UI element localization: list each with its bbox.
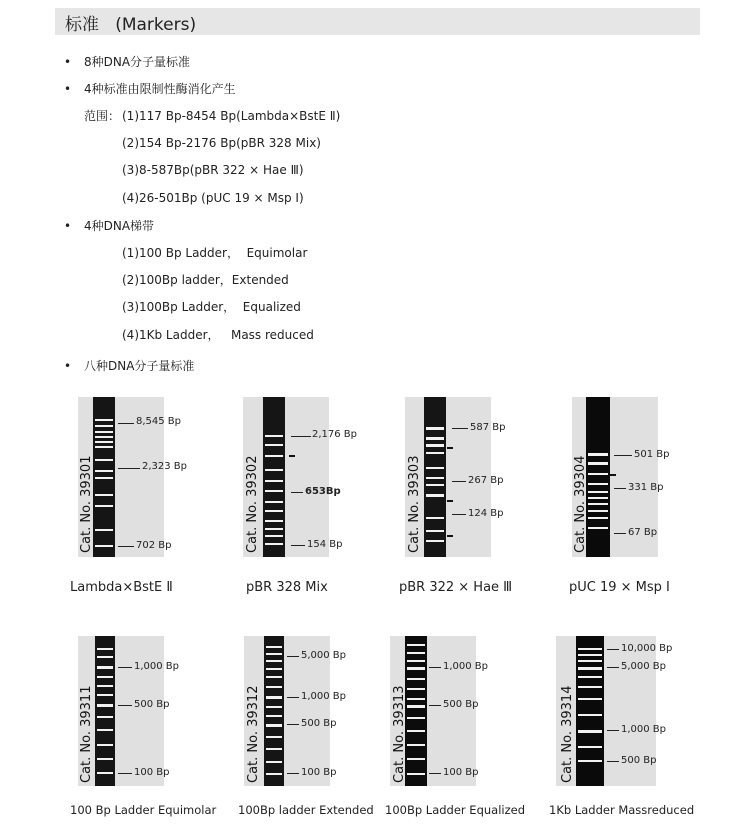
marker-label: 500 Bp xyxy=(621,755,657,766)
marker-label: 2,176 Bp xyxy=(312,429,358,440)
gel-caption: Lambda×BstE Ⅱ xyxy=(70,580,173,595)
marker-line xyxy=(287,724,299,725)
marker-label: 154 Bp xyxy=(307,539,343,550)
marker-line xyxy=(429,667,441,668)
range-item-4: (4)26-501Bp (pUC 19 × Msp Ⅰ) xyxy=(122,191,304,205)
marker-line xyxy=(614,533,626,534)
marker-line xyxy=(429,705,441,706)
bullet-item-1: 8种DNA分子量标准 xyxy=(84,55,191,69)
marker-line xyxy=(118,468,140,469)
gel-lane xyxy=(263,397,285,557)
range-item-2: (2)154 Bp-2176 Bp(pBR 328 Mix) xyxy=(122,136,321,150)
range-label: 范围： xyxy=(84,109,121,123)
marker-line xyxy=(118,546,134,547)
marker-line xyxy=(607,730,619,731)
bullet-dot: • xyxy=(64,219,72,233)
marker-label: 500 Bp xyxy=(443,699,479,710)
gel-lane xyxy=(95,636,115,786)
marker-line xyxy=(452,514,466,515)
range-item-1: (1)117 Bp-8454 Bp(Lambda×BstE Ⅱ) xyxy=(122,109,341,123)
gel-caption: pUC 19 × Msp Ⅰ xyxy=(569,580,670,595)
cat-number: Cat. No. 39303 xyxy=(407,455,422,553)
marker-label: 5,000 Bp xyxy=(621,661,667,672)
ladder-item-4: (4)1Kb Ladder， Mass reduced xyxy=(122,328,314,342)
bullet-item-4: 八种DNA分子量标准 xyxy=(84,359,195,373)
marker-label: 267 Bp xyxy=(468,475,504,486)
tick-mark xyxy=(447,535,453,537)
marker-label: 1,000 Bp xyxy=(301,691,347,702)
marker-label: 653Bp xyxy=(305,486,341,497)
marker-line xyxy=(452,481,466,482)
marker-line xyxy=(118,773,132,774)
marker-line xyxy=(607,649,619,650)
gel-caption: pBR 328 Mix xyxy=(246,580,328,595)
marker-line xyxy=(291,492,303,493)
tick-mark xyxy=(447,500,453,502)
section-header xyxy=(55,8,700,35)
ladder-item-2: (2)100Bp ladder，Extended xyxy=(122,273,289,287)
marker-label: 331 Bp xyxy=(628,482,664,493)
marker-label: 702 Bp xyxy=(136,540,172,551)
bullet-item-2: 4种标准由限制性酶消化产生 xyxy=(84,82,236,96)
tick-mark xyxy=(289,455,295,457)
cat-number: Cat. No. 39313 xyxy=(392,685,407,783)
tick-mark xyxy=(610,474,616,476)
marker-label: 500 Bp xyxy=(301,718,337,729)
gel-caption: 100 Bp Ladder Equimolar xyxy=(70,803,217,817)
marker-label: 1,000 Bp xyxy=(134,661,180,672)
marker-label: 100 Bp xyxy=(301,767,337,778)
gel-caption: pBR 322 × Hae Ⅲ xyxy=(399,580,513,595)
marker-line xyxy=(291,545,305,546)
bullet-dot: • xyxy=(64,82,72,96)
gel-lane xyxy=(264,636,284,786)
cat-number: Cat. No. 39302 xyxy=(245,455,260,553)
marker-line xyxy=(291,436,311,437)
ladder-item-3: (3)100Bp Ladder， Equalized xyxy=(122,300,301,314)
cat-number: Cat. No. 39311 xyxy=(79,685,94,783)
marker-label: 8,545 Bp xyxy=(136,416,182,427)
gel-lane xyxy=(405,636,427,786)
gel-caption: 100Bp ladder Extended xyxy=(238,803,374,817)
marker-label: 501 Bp xyxy=(634,449,670,460)
gel-lane xyxy=(586,397,610,557)
tick-mark xyxy=(447,447,453,449)
marker-line xyxy=(614,488,626,489)
gel-caption: 100Bp Ladder Equalized xyxy=(385,803,526,817)
cat-number: Cat. No. 39301 xyxy=(79,455,94,553)
marker-label: 1,000 Bp xyxy=(443,661,489,672)
marker-line xyxy=(118,667,132,668)
bullet-dot: • xyxy=(64,359,72,373)
bullet-item-3: 4种DNA梯带 xyxy=(84,219,155,233)
marker-label: 500 Bp xyxy=(134,699,170,710)
marker-label: 1,000 Bp xyxy=(621,724,667,735)
marker-label: 67 Bp xyxy=(628,527,658,538)
marker-line xyxy=(118,705,132,706)
marker-line xyxy=(287,773,299,774)
marker-label: 100 Bp xyxy=(134,767,170,778)
range-item-3: (3)8-587Bp(pBR 322 × Hae Ⅲ) xyxy=(122,163,304,177)
section-title: 标准 (Markers) xyxy=(65,15,197,35)
marker-line xyxy=(607,761,619,762)
cat-number: Cat. No. 39312 xyxy=(246,685,261,783)
gel-caption: 1Kb Ladder Massreduced xyxy=(549,803,695,817)
bullet-dot: • xyxy=(64,55,72,69)
marker-label: 124 Bp xyxy=(468,508,504,519)
marker-label: 5,000 Bp xyxy=(301,650,347,661)
gel-lane xyxy=(424,397,446,557)
gel-lane xyxy=(93,397,115,557)
marker-label: 587 Bp xyxy=(470,422,506,433)
marker-label: 100 Bp xyxy=(443,767,479,778)
marker-line xyxy=(614,455,632,456)
ladder-item-1: (1)100 Bp Ladder， Equimolar xyxy=(122,246,308,260)
gel-lane xyxy=(576,636,604,786)
marker-label: 10,000 Bp xyxy=(621,643,673,654)
marker-line xyxy=(429,773,441,774)
marker-line xyxy=(607,667,619,668)
cat-number: Cat. No. 39304 xyxy=(573,455,588,553)
marker-line xyxy=(118,423,134,424)
marker-line xyxy=(287,656,299,657)
marker-line xyxy=(452,428,468,429)
cat-number: Cat. No. 39314 xyxy=(560,685,575,783)
marker-line xyxy=(287,697,299,698)
marker-label: 2,323 Bp xyxy=(142,461,188,472)
